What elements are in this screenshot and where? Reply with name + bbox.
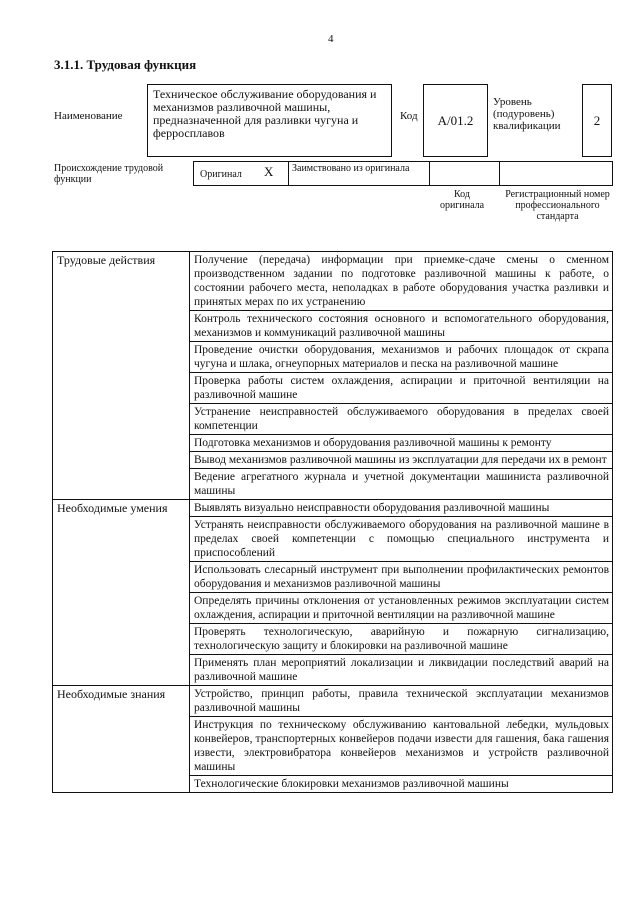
- table-row: [53, 500, 613, 517]
- origin-table: [193, 161, 613, 186]
- list-item: Проверка работы систем охлаждения, аспирации и приточной вентиляции на разливочной машине: [190, 373, 613, 404]
- table-row: [53, 686, 613, 717]
- list-item: Ведение агрегатного журнала и учетной документации машиниста разливочной машины: [190, 469, 613, 500]
- list-item: Контроль технического состояния основного и вспомогательного оборудования, механизмов и коммуникаций разливочной машины: [190, 311, 613, 342]
- list-item: Технологические блокировки механизмов разливочной машины: [190, 776, 613, 793]
- list-item: Применять план мероприятий локализации и ликвидации последствий аварий на разливочной машине: [190, 655, 613, 686]
- level-label: Уровень (подуровень) квалификации: [493, 96, 561, 132]
- name-label: Наименование: [54, 110, 123, 122]
- page-number: 4: [328, 33, 334, 45]
- list-item: Устранение неисправностей обслуживаемого оборудования в пределах своей компетенции: [190, 404, 613, 435]
- list-item: Проведение очистки оборудования, механизмов и рабочих площадок от скрапа чугуна и шлака, огнеупорных материалов и песка на разливочной машине: [190, 342, 613, 373]
- function-code-box: A/01.2: [423, 84, 488, 157]
- original-label: Оригинал: [200, 169, 242, 180]
- function-name-box: Техническое обслуживание оборудования и механизмов разливочной машины, предназначенной для разливки чугуна и ферросплавов: [147, 84, 392, 157]
- section-title-required-knowledge: Необходимые знания: [53, 686, 190, 793]
- section-title-labor-actions: Трудовые действия: [53, 252, 190, 500]
- list-item: Вывод механизмов разливочной машины из эксплуатации для передачи их в ремонт: [190, 452, 613, 469]
- list-item: Получение (передача) информации при приемке-сдаче смены о сменном производственном задании по подготовке разливочной машины к работе, о состоянии рабочего места, неполадках в работе оборудования участка разливки и принятых мерах по их устранению: [190, 252, 613, 311]
- list-item: Выявлять визуально неисправности оборудования разливочной машины: [190, 500, 613, 517]
- function-details-table: [52, 251, 613, 793]
- registration-number-label: Регистрационный номер профессионального стандарта: [505, 189, 610, 222]
- list-item: Инструкция по техническому обслуживанию кантовальной лебедки, мульдовых конвейеров, транспортерных конвейеров подачи извести для гашения, бака гашения извести, электровибратора конвейеров механизмов и устройств разливочной машины: [190, 717, 613, 776]
- borrowed-label: Заимствовано из оригинала: [292, 163, 410, 174]
- table-row: [53, 252, 613, 311]
- list-item: Определять причины отклонения от установленных режимов эксплуатации систем охлаждения, аспирации и приточной вентиляции на разливочной машине: [190, 593, 613, 624]
- list-item: Устранять неисправности обслуживаемого оборудования на разливочной машине в пределах своей компетенции с помощью специального инструмента и приспособлений: [190, 517, 613, 562]
- origin-label: Происхождение трудовой функции: [54, 163, 164, 185]
- original-mark: X: [264, 164, 274, 179]
- code-label: Код: [400, 110, 418, 122]
- list-item: Проверять технологическую, аварийную и пожарную сигнализацию, технологическую защиту и блокировки на разливочной машине: [190, 624, 613, 655]
- list-item: Устройство, принцип работы, правила технической эксплуатации механизмов разливочной машины: [190, 686, 613, 717]
- list-item: Использовать слесарный инструмент при выполнении профилактических ремонтов оборудования и механизмов разливочной машины: [190, 562, 613, 593]
- section-title-required-skills: Необходимые умения: [53, 500, 190, 686]
- list-item: Подготовка механизмов и оборудования разливочной машины к ремонту: [190, 435, 613, 452]
- section-title: 3.1.1. Трудовая функция: [54, 57, 197, 72]
- qualification-level-box: 2: [582, 84, 612, 157]
- code-original-label: Код оригинала: [439, 189, 485, 211]
